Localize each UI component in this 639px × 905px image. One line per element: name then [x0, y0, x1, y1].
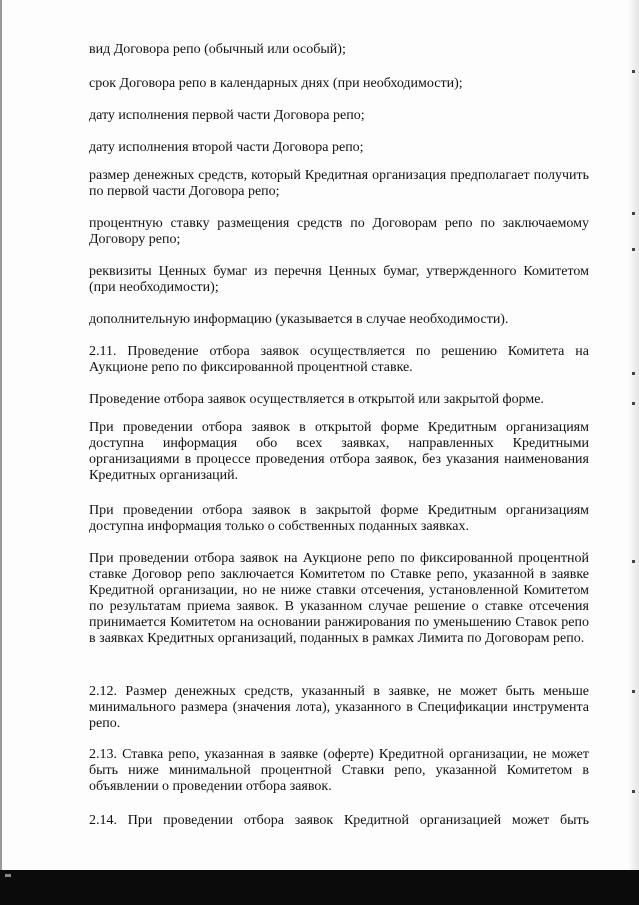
paragraph-form: Проведение отбора заявок осуществляется в открытой или закрытой форме. [89, 392, 544, 407]
list-item-additional-info: дополнительную информацию (указывается в случае необходимости). [89, 312, 509, 327]
clause-2-11: 2.11. Проведение отбора заявок осуществляется по решению Комитета на Аукционе репо по фиксированной процентной ставке. [89, 344, 589, 375]
list-item-cash-amount: размер денежных средств, который Кредитная организация предполагает получить по первой части Договора репо; [89, 168, 589, 199]
list-item-first-part-date: дату исполнения первой части Договора репо; [89, 108, 365, 123]
list-item-repo-term: срок Договора репо в календарных днях (при необходимости); [89, 76, 463, 91]
scan-left-edge [0, 0, 2, 870]
scan-speck [632, 70, 635, 73]
scan-speck [632, 372, 635, 375]
scan-right-edge [627, 0, 639, 870]
paragraph-fixed-rate-auction: При проведении отбора заявок на Аукционе репо по фиксированной процентной ставке Договор репо заключается Комитетом по Ставке репо, указанной в заявке Кредитной организации, но не ниже ставки отсечения, установленной Комитетом по результатам приема заявок. В указанном случае решение о ставке отсечения принимается Комитетом на основании ранжирования по уменьшению Ставок репо в заявках Кредитных организаций, поданных в рамках Лимита по Договорам репо. [89, 551, 589, 646]
list-item-interest-rate: процентную ставку размещения средств по Договорам репо по заключаемому Договору репо; [89, 216, 589, 247]
scan-speck [632, 790, 635, 793]
scan-speck [632, 690, 635, 693]
list-item-repo-type: вид Договора репо (обычный или особый); [89, 42, 346, 57]
scan-bottom-bar [0, 870, 639, 905]
clause-2-13: 2.13. Ставка репо, указанная в заявке (оферте) Кредитной организации, не может быть ниже минимальной процентной Ставки репо, указанной Комитетом в объявлении о проведении отбора заявок. [89, 747, 589, 794]
list-item-securities-details: реквизиты Ценных бумаг из перечня Ценных бумаг, утвержденного Комитетом (при необходимости); [89, 264, 589, 295]
scan-speck [632, 560, 635, 563]
clause-2-14: 2.14. При проведении отбора заявок Кредитной организацией может быть [89, 813, 589, 828]
scan-speck [632, 402, 635, 405]
scan-speck [632, 212, 635, 215]
scan-mark [5, 874, 11, 877]
paragraph-closed-form: При проведении отбора заявок в закрытой форме Кредитным организациям доступна информация только о собственных поданных заявках. [89, 503, 589, 534]
list-item-second-part-date: дату исполнения второй части Договора репо; [89, 140, 364, 155]
clause-2-12: 2.12. Размер денежных средств, указанный в заявке, не может быть меньше минимального размера (значения лота), указанного в Спецификации инструмента репо. [89, 684, 589, 731]
scan-speck [632, 248, 635, 251]
paragraph-open-form: При проведении отбора заявок в открытой форме Кредитным организациям доступна информация обо всех заявках, направленных Кредитными организациями в процессе проведения отбора заявок, без указания наименования Кредитных организаций. [89, 420, 589, 483]
